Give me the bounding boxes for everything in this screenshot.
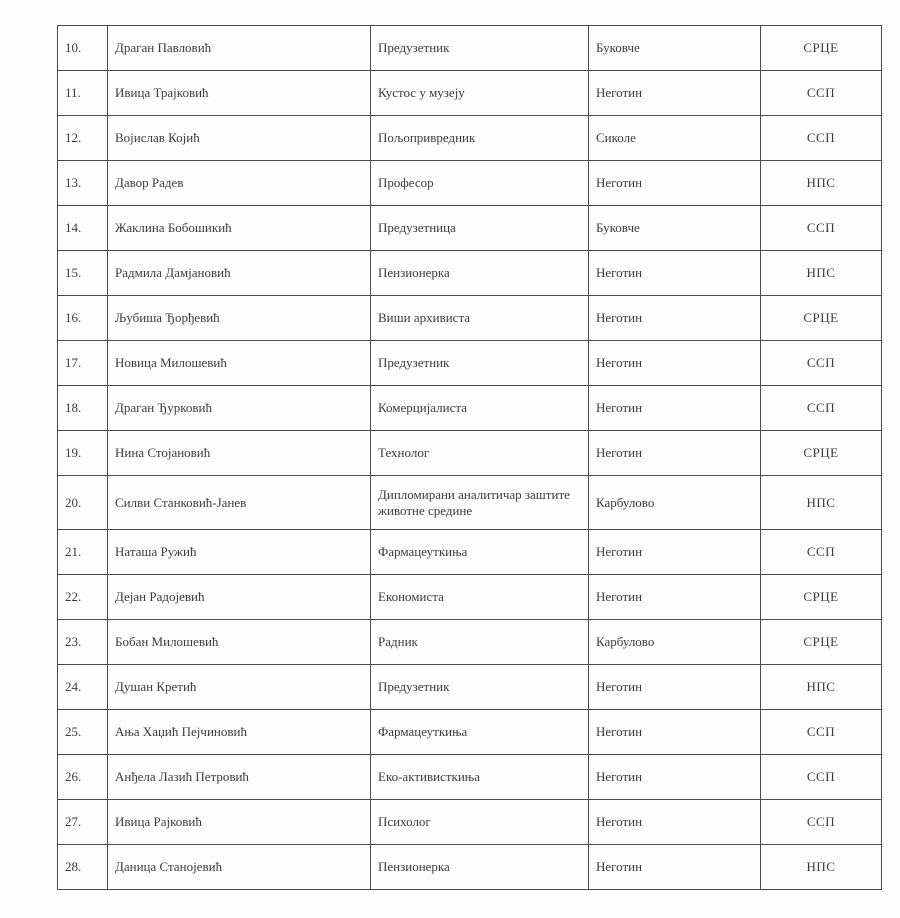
row-number: 10. [58,26,108,71]
row-number: 23. [58,620,108,665]
table-row [58,665,882,710]
candidate-name: Дејан Радојевић [108,575,371,620]
candidate-name: Драган Ђурковић [108,386,371,431]
candidate-name: Новица Милошевић [108,341,371,386]
candidate-name: Наташа Ружић [108,530,371,575]
candidate-place: Неготин [589,800,761,845]
candidate-occupation: Психолог [371,800,589,845]
candidate-occupation: Комерцијалиста [371,386,589,431]
candidate-place: Неготин [589,431,761,476]
row-number: 25. [58,710,108,755]
candidate-occupation: Пензионерка [371,845,589,890]
table-row [58,116,882,161]
candidate-party: ССП [761,71,882,116]
candidate-table-body [58,26,882,890]
candidate-place: Карбулово [589,620,761,665]
table-row [58,296,882,341]
candidate-party: НПС [761,476,882,530]
table-row [58,431,882,476]
candidate-name: Љубиша Ђорђевић [108,296,371,341]
row-number: 11. [58,71,108,116]
candidate-occupation: Пољопривредник [371,116,589,161]
candidate-occupation: Технолог [371,431,589,476]
candidate-name: Анђела Лазић Петровић [108,755,371,800]
candidate-party: СРЦЕ [761,620,882,665]
table-row [58,26,882,71]
candidate-place: Буковче [589,206,761,251]
row-number: 26. [58,755,108,800]
candidate-place: Неготин [589,251,761,296]
candidate-party: ССП [761,800,882,845]
candidate-party: НПС [761,251,882,296]
candidate-name: Ивица Рајковић [108,800,371,845]
table-row [58,206,882,251]
candidate-occupation: Професор [371,161,589,206]
candidate-place: Неготин [589,341,761,386]
candidate-name: Душан Кретић [108,665,371,710]
candidate-occupation: Кустос у музеју [371,71,589,116]
candidate-place: Неготин [589,710,761,755]
candidate-party: ССП [761,530,882,575]
candidate-place: Карбулово [589,476,761,530]
candidate-occupation: Економиста [371,575,589,620]
candidate-party: ССП [761,116,882,161]
candidate-name: Давор Радев [108,161,371,206]
candidate-occupation: Предузетница [371,206,589,251]
candidate-table [57,25,882,890]
candidate-name: Бобан Милошевић [108,620,371,665]
row-number: 24. [58,665,108,710]
row-number: 19. [58,431,108,476]
table-row [58,800,882,845]
candidate-place: Буковче [589,26,761,71]
table-row [58,161,882,206]
candidate-occupation: Пензионерка [371,251,589,296]
table-row [58,71,882,116]
table-row [58,341,882,386]
candidate-place: Неготин [589,71,761,116]
row-number: 20. [58,476,108,530]
candidate-place: Неготин [589,665,761,710]
row-number: 16. [58,296,108,341]
table-row [58,476,882,530]
candidate-occupation: Предузетник [371,665,589,710]
candidate-name: Ања Хаџић Пејчиновић [108,710,371,755]
candidate-place: Неготин [589,575,761,620]
table-row [58,845,882,890]
candidate-place: Неготин [589,845,761,890]
candidate-place: Неготин [589,530,761,575]
candidate-place: Сиколе [589,116,761,161]
candidate-party: НПС [761,845,882,890]
candidate-occupation: Предузетник [371,341,589,386]
table-row [58,251,882,296]
row-number: 15. [58,251,108,296]
candidate-place: Неготин [589,161,761,206]
row-number: 12. [58,116,108,161]
candidate-occupation: Фармацеуткиња [371,530,589,575]
candidate-party: ССП [761,755,882,800]
row-number: 28. [58,845,108,890]
row-number: 27. [58,800,108,845]
candidate-occupation: Виши архивиста [371,296,589,341]
candidate-party: ССП [761,710,882,755]
candidate-party: НПС [761,665,882,710]
candidate-party: СРЦЕ [761,431,882,476]
candidate-name: Даница Станојевић [108,845,371,890]
candidate-name: Нина Стојановић [108,431,371,476]
table-row [58,386,882,431]
candidate-occupation: Предузетник [371,26,589,71]
candidate-name: Радмила Дамјановић [108,251,371,296]
candidate-name: Силви Станковић-Јанев [108,476,371,530]
candidate-party: СРЦЕ [761,26,882,71]
candidate-name: Војислав Којић [108,116,371,161]
candidate-name: Жаклина Бобошикић [108,206,371,251]
candidate-occupation: Еко-активисткиња [371,755,589,800]
row-number: 21. [58,530,108,575]
candidate-place: Неготин [589,386,761,431]
table-row [58,755,882,800]
candidate-party: ССП [761,341,882,386]
candidate-party: ССП [761,386,882,431]
row-number: 22. [58,575,108,620]
candidate-party: ССП [761,206,882,251]
candidate-name: Драган Павловић [108,26,371,71]
table-row [58,710,882,755]
row-number: 13. [58,161,108,206]
row-number: 14. [58,206,108,251]
row-number: 17. [58,341,108,386]
row-number: 18. [58,386,108,431]
candidate-occupation: Фармацеуткиња [371,710,589,755]
candidate-place: Неготин [589,296,761,341]
candidate-party: НПС [761,161,882,206]
candidate-party: СРЦЕ [761,296,882,341]
table-row [58,575,882,620]
candidate-place: Неготин [589,755,761,800]
candidate-occupation: Радник [371,620,589,665]
table-row [58,620,882,665]
candidate-name: Ивица Трајковић [108,71,371,116]
candidate-party: СРЦЕ [761,575,882,620]
candidate-occupation: Дипломирани аналитичар заштите животне средине [371,476,589,530]
table-row [58,530,882,575]
